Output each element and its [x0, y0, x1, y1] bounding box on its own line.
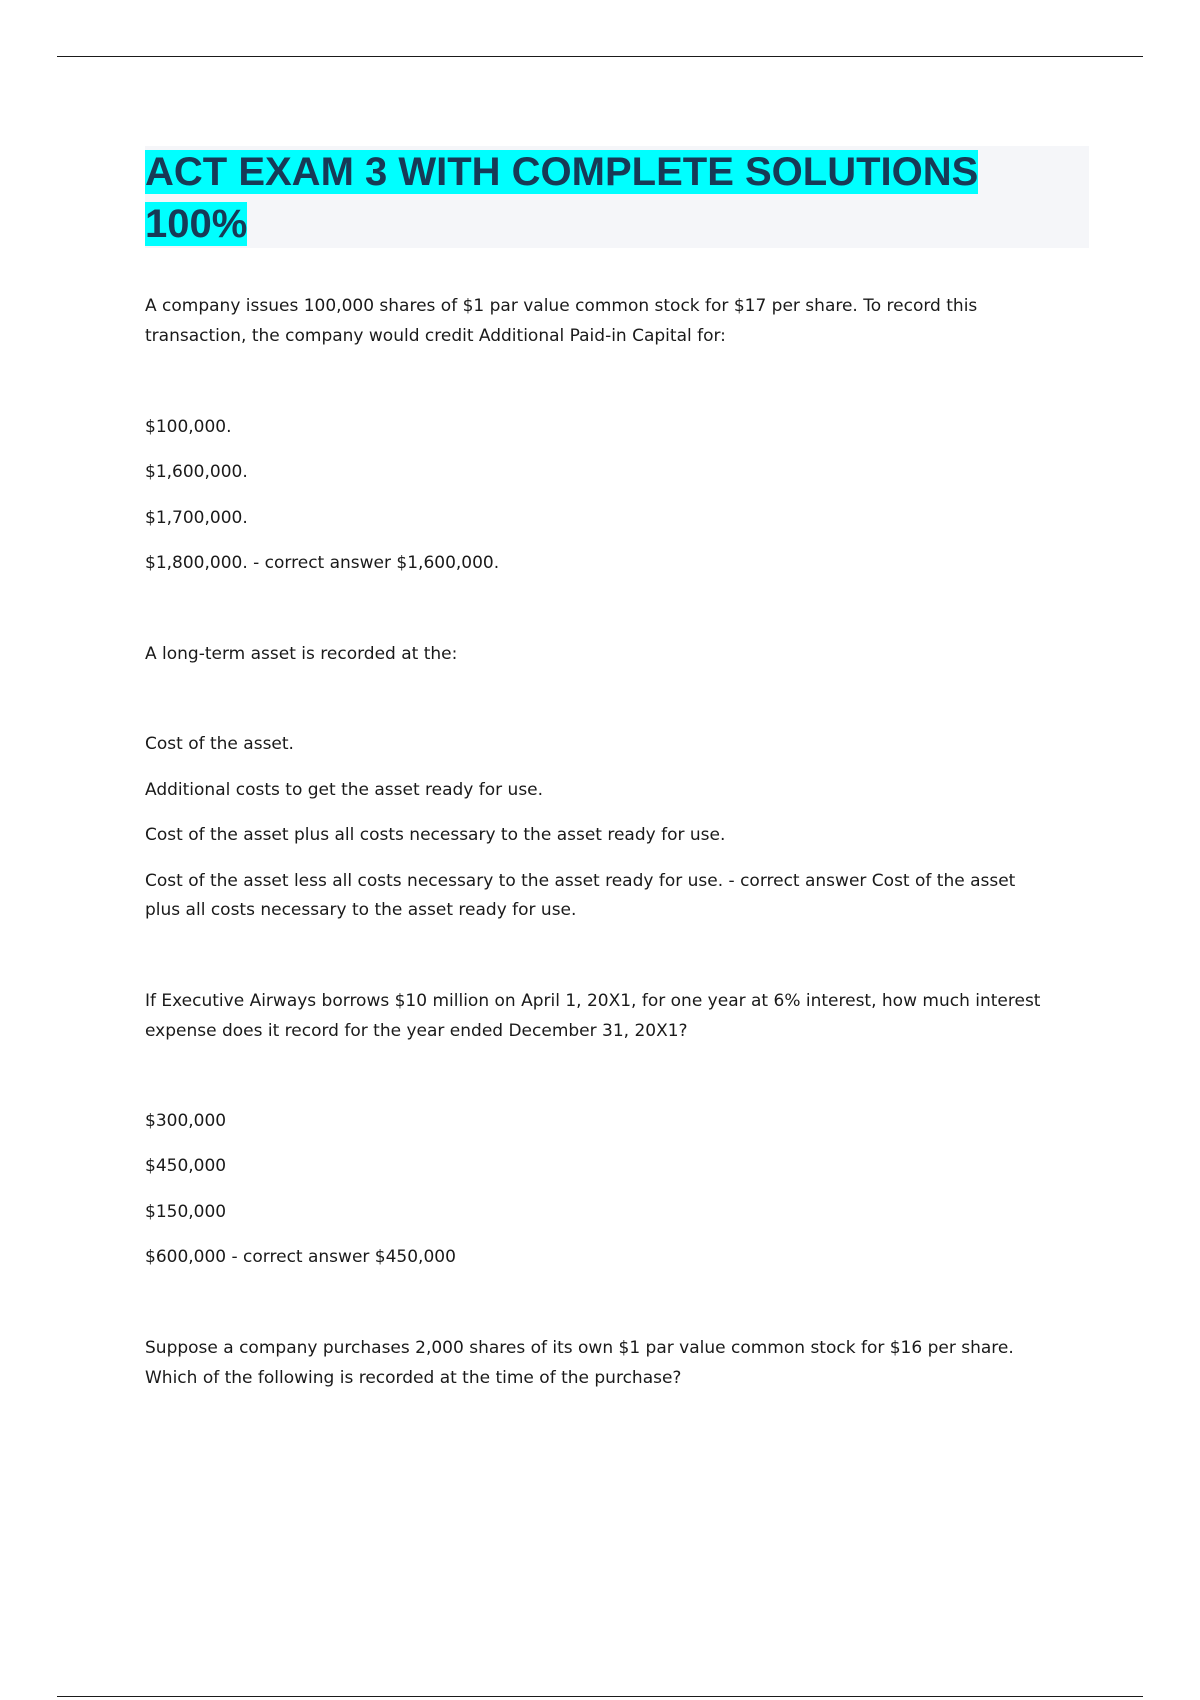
page-title [145, 146, 1089, 250]
question-3-option-2: $450,000 [145, 1156, 227, 1176]
question-3-option-3: $150,000 [145, 1202, 227, 1222]
question-4-line-2: Which of the following is recorded at the time of the purchase? [145, 1368, 682, 1388]
question-2-option-4-answer-line-2: plus all costs necessary to the asset ready for use. [145, 900, 577, 920]
question-3-option-1: $300,000 [145, 1111, 227, 1131]
question-3-option-4-answer: $600,000 - correct answer $450,000 [145, 1247, 456, 1267]
question-4-line-1: Suppose a company purchases 2,000 shares of its own $1 par value common stock for $16 per share. [145, 1338, 1014, 1358]
question-2-option-1: Cost of the asset. [145, 734, 294, 754]
question-2-option-3: Cost of the asset plus all costs necessary to the asset ready for use. [145, 825, 726, 845]
title-line-1: ACT EXAM 3 WITH COMPLETE SOLUTIONS [145, 150, 979, 194]
question-1-option-2: $1,600,000. [145, 462, 248, 482]
question-1-option-1: $100,000. [145, 417, 232, 437]
question-3-line-2: expense does it record for the year ended December 31, 20X1? [145, 1021, 688, 1041]
question-1-line-1: A company issues 100,000 shares of $1 par value common stock for $17 per share. To record this [145, 296, 978, 316]
question-3-line-1: If Executive Airways borrows $10 million on April 1, 20X1, for one year at 6% interest, how much interest [145, 991, 1041, 1011]
footer-rule [57, 1696, 1143, 1697]
header-rule [57, 56, 1143, 57]
question-2-option-4-answer-line-1: Cost of the asset less all costs necessary to the asset ready for use. - correct answer Cost of the asset [145, 871, 1016, 891]
title-block [145, 146, 1089, 248]
question-2-line-1: A long-term asset is recorded at the: [145, 644, 458, 664]
question-1-option-4-answer: $1,800,000. - correct answer $1,600,000. [145, 553, 500, 573]
question-2-option-2: Additional costs to get the asset ready for use. [145, 780, 544, 800]
question-1-option-3: $1,700,000. [145, 508, 248, 528]
question-1-line-2: transaction, the company would credit Additional Paid-in Capital for: [145, 326, 726, 346]
title-line-2: 100% [145, 202, 248, 246]
